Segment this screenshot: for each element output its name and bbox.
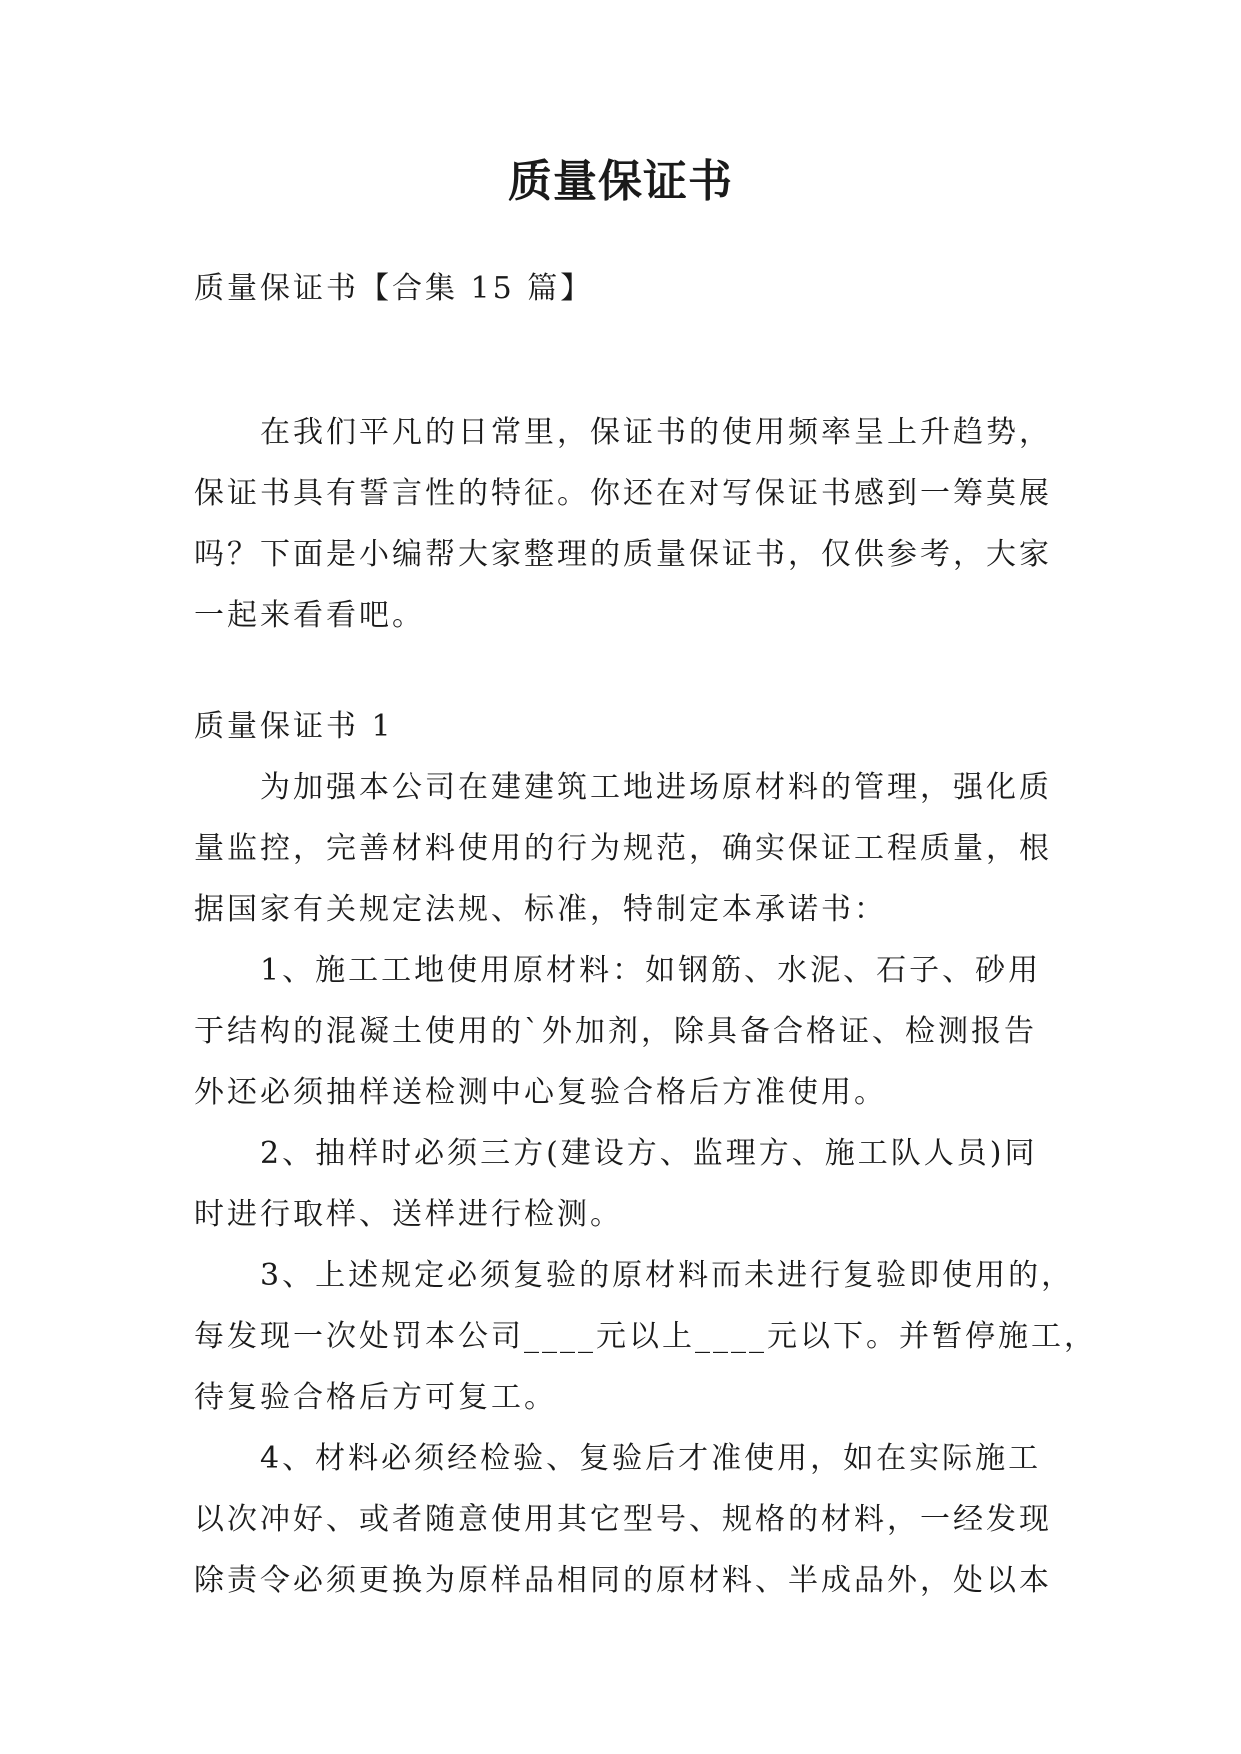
paragraph-line: 每发现一次处罚本公司____元以上____元以下。并暂停施工， — [194, 1319, 1097, 1354]
section-body — [194, 757, 1097, 1611]
paragraph-line: 1、施工工地使用原材料：如钢筋、水泥、石子、砂用 — [260, 953, 1042, 988]
intro-paragraph — [194, 402, 1074, 646]
paragraph-line: 3、上述规定必须复验的原材料而未进行复验即使用的， — [260, 1258, 1075, 1293]
intro-line: 在我们平凡的日常里，保证书的使用频率呈上升趋势， — [260, 415, 1052, 450]
document-subtitle: 质量保证书【合集 15 篇】 — [194, 271, 594, 306]
intro-line: 保证书具有誓言性的特征。你还在对写保证书感到一筹莫展 — [194, 476, 1052, 511]
intro-line: 一起来看看吧。 — [194, 598, 425, 633]
paragraph-line: 待复验合格后方可复工。 — [194, 1380, 557, 1415]
paragraph-line: 于结构的混凝土使用的`外加剂，除具备合格证、检测报告 — [194, 1014, 1037, 1049]
paragraph-line: 2、抽样时必须三方(建设方、监理方、施工队人员)同 — [260, 1136, 1038, 1171]
paragraph-line: 量监控，完善材料使用的行为规范，确实保证工程质量，根 — [194, 831, 1052, 866]
body-paragraph — [194, 1123, 1074, 1245]
intro-line: 吗？下面是小编帮大家整理的质量保证书，仅供参考，大家 — [194, 537, 1052, 572]
paragraph-line: 据国家有关规定法规、标准，特制定本承诺书： — [194, 892, 887, 927]
section-heading: 质量保证书 1 — [194, 709, 394, 744]
paragraph-line: 除责令必须更换为原样品相同的原材料、半成品外，处以本 — [194, 1563, 1052, 1598]
document-title: 质量保证书 — [508, 156, 733, 207]
paragraph-line: 以次冲好、或者随意使用其它型号、规格的材料，一经发现 — [194, 1502, 1052, 1537]
paragraph-line: 外还必须抽样送检测中心复验合格后方准使用。 — [194, 1075, 887, 1110]
paragraph-line: 4、材料必须经检验、复验后才准使用，如在实际施工 — [260, 1441, 1042, 1476]
paragraph-line: 时进行取样、送样进行检测。 — [194, 1197, 623, 1232]
body-paragraph — [194, 940, 1074, 1123]
paragraph-line: 为加强本公司在建建筑工地进场原材料的管理，强化质 — [260, 770, 1052, 805]
body-paragraph — [194, 1245, 1097, 1428]
body-paragraph — [194, 1428, 1074, 1611]
body-paragraph — [194, 757, 1074, 940]
